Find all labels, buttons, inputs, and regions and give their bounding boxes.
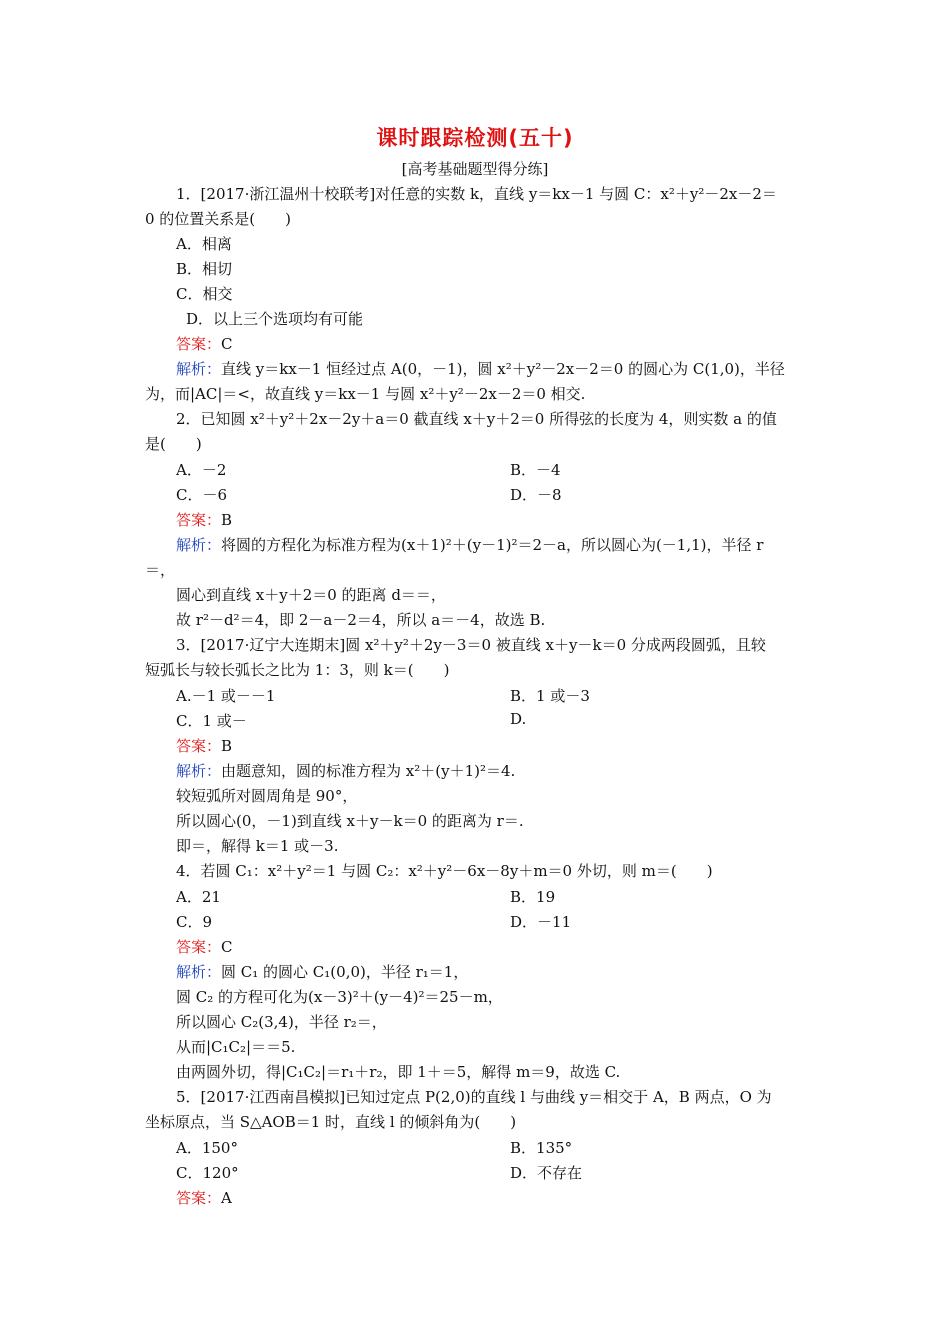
analysis-text: 直线 y＝kx－1 恒经过点 A(0，－1)，圆 x²＋y²－2x－2＝0 的圆心为 C(1,0)，半径 [221, 360, 785, 378]
q1-answer [176, 333, 836, 354]
q2-option-a: A．－2 [176, 461, 227, 479]
q4-analysis-line-3: 所以圆心 C₂(3,4)，半径 r₂＝， [176, 1013, 387, 1031]
q3-analysis-line-4: 即＝，解得 k＝1 或－3. [176, 837, 339, 855]
answer-label: 答案： [176, 938, 222, 956]
answer-value: C [221, 335, 233, 353]
q5-option-b: B．135° [510, 1139, 573, 1157]
q5-options-row-2 [176, 1162, 836, 1183]
q3-stem-line-1: 3．[2017·辽宁大连期末]圆 x²＋y²＋2y－3＝0 被直线 x＋y－k＝0 分成两段圆弧，且较 [176, 636, 766, 654]
q3-option-a: A.－1 或－－1 [176, 687, 276, 705]
q3-option-c: C．1 或－ [176, 712, 247, 730]
analysis-label: 解析： [176, 360, 222, 378]
q5-option-d: D．不存在 [510, 1164, 583, 1182]
q5-answer [176, 1187, 836, 1208]
q4-option-a: A．21 [176, 888, 221, 906]
q4-analysis-line-4: 从而|C₁C₂|＝＝5. [176, 1038, 296, 1056]
q2-analysis-line-1 [176, 534, 836, 555]
q3-option-b: B．1 或－3 [510, 687, 590, 705]
answer-value: B [221, 511, 233, 529]
analysis-label: 解析： [176, 536, 222, 554]
answer-label: 答案： [176, 1189, 222, 1207]
q3-analysis-line-2: 较短弧所对圆周角是 90°， [176, 787, 358, 805]
q4-answer [176, 936, 836, 957]
q5-stem-line-1: 5．[2017·江西南昌模拟]已知过定点 P(2,0)的直线 l 与曲线 y＝相交于 A，B 两点，O 为 [176, 1088, 772, 1106]
analysis-label: 解析： [176, 762, 222, 780]
q1-option-c: C．相交 [176, 285, 233, 303]
q2-options-row-1 [176, 459, 836, 480]
q1-option-d: D．以上三个选项均有可能 [186, 310, 364, 328]
q4-option-c: C．9 [176, 913, 213, 931]
q3-option-d: D. [510, 710, 527, 728]
answer-value: C [221, 938, 233, 956]
q3-analysis-line-1 [176, 760, 836, 781]
q1-stem-line-1: 1．[2017·浙江温州十校联考]对任意的实数 k，直线 y＝kx－1 与圆 C：x²＋y²－2x－2＝ [176, 185, 777, 203]
q4-options-row-1 [176, 886, 836, 907]
q3-answer [176, 735, 836, 756]
q2-option-d: D．－8 [510, 486, 562, 504]
q2-options-row-2 [176, 484, 836, 505]
q3-stem-line-2: 短弧长与较长弧长之比为 1：3，则 k＝( ) [145, 661, 450, 679]
answer-label: 答案： [176, 335, 222, 353]
analysis-text: 圆 C₁ 的圆心 C₁(0,0)，半径 r₁＝1， [221, 963, 469, 981]
q4-option-b: B．19 [510, 888, 556, 906]
q4-stem-line-1: 4．若圆 C₁：x²＋y²＝1 与圆 C₂：x²＋y²－6x－8y＋m＝0 外切，则 m＝( ) [176, 862, 713, 880]
q2-analysis-line-4: 故 r²－d²＝4，即 2－a－2＝4，所以 a＝－4，故选 B. [176, 611, 546, 629]
answer-value: A [221, 1189, 232, 1207]
q1-option-b: B．相切 [176, 260, 233, 278]
answer-value: B [221, 737, 233, 755]
q1-option-a: A．相离 [176, 235, 232, 253]
q2-stem-line-1: 2．已知圆 x²＋y²＋2x－2y＋a＝0 截直线 x＋y＋2＝0 所得弦的长度为 4，则实数 a 的值 [176, 410, 777, 428]
analysis-text: 将圆的方程化为标准方程为(x＋1)²＋(y－1)²＝2－a，所以圆心为(－1,1)，半径 r [221, 536, 764, 554]
q3-options-row-2 [176, 710, 836, 731]
q4-analysis-line-1 [176, 961, 836, 982]
q2-analysis-line-2: ＝， [145, 561, 176, 579]
q5-stem-line-2: 坐标原点，当 S△AOB＝1 时，直线 l 的倾斜角为( ) [145, 1113, 517, 1131]
q3-analysis-line-3: 所以圆心(0，－1)到直线 x＋y－k＝0 的距离为 r＝. [176, 812, 524, 830]
q2-option-b: B．－4 [510, 461, 561, 479]
page-title: 课时跟踪检测(五十) [376, 126, 574, 150]
q5-options-row-1 [176, 1137, 836, 1158]
page-subtitle: [高考基础题型得分练] [401, 160, 549, 178]
q4-options-row-2 [176, 911, 836, 932]
q5-option-a: A．150° [176, 1139, 238, 1157]
q1-analysis-line-1 [176, 358, 836, 379]
q2-option-c: C．－6 [176, 486, 228, 504]
answer-label: 答案： [176, 511, 222, 529]
q2-answer [176, 509, 836, 530]
answer-label: 答案： [176, 737, 222, 755]
q4-option-d: D．－11 [510, 913, 572, 931]
q4-analysis-line-5: 由两圆外切，得|C₁C₂|＝r₁＋r₂，即 1＋＝5，解得 m＝9，故选 C. [176, 1063, 621, 1081]
q4-analysis-line-2: 圆 C₂ 的方程可化为(x－3)²＋(y－4)²＝25－m， [176, 988, 503, 1006]
q2-stem-line-2: 是( ) [145, 435, 202, 453]
q3-options-row-1 [176, 685, 836, 706]
q1-analysis-line-2: 为，而|AC|＝<，故直线 y＝kx－1 与圆 x²＋y²－2x－2＝0 相交. [145, 385, 586, 403]
q1-stem-line-2: 0 的位置关系是( ) [145, 210, 292, 228]
q2-analysis-line-3: 圆心到直线 x＋y＋2＝0 的距离 d＝＝， [176, 586, 446, 604]
analysis-text: 由题意知，圆的标准方程为 x²＋(y＋1)²＝4. [221, 762, 516, 780]
q5-option-c: C．120° [176, 1164, 239, 1182]
analysis-label: 解析： [176, 963, 222, 981]
